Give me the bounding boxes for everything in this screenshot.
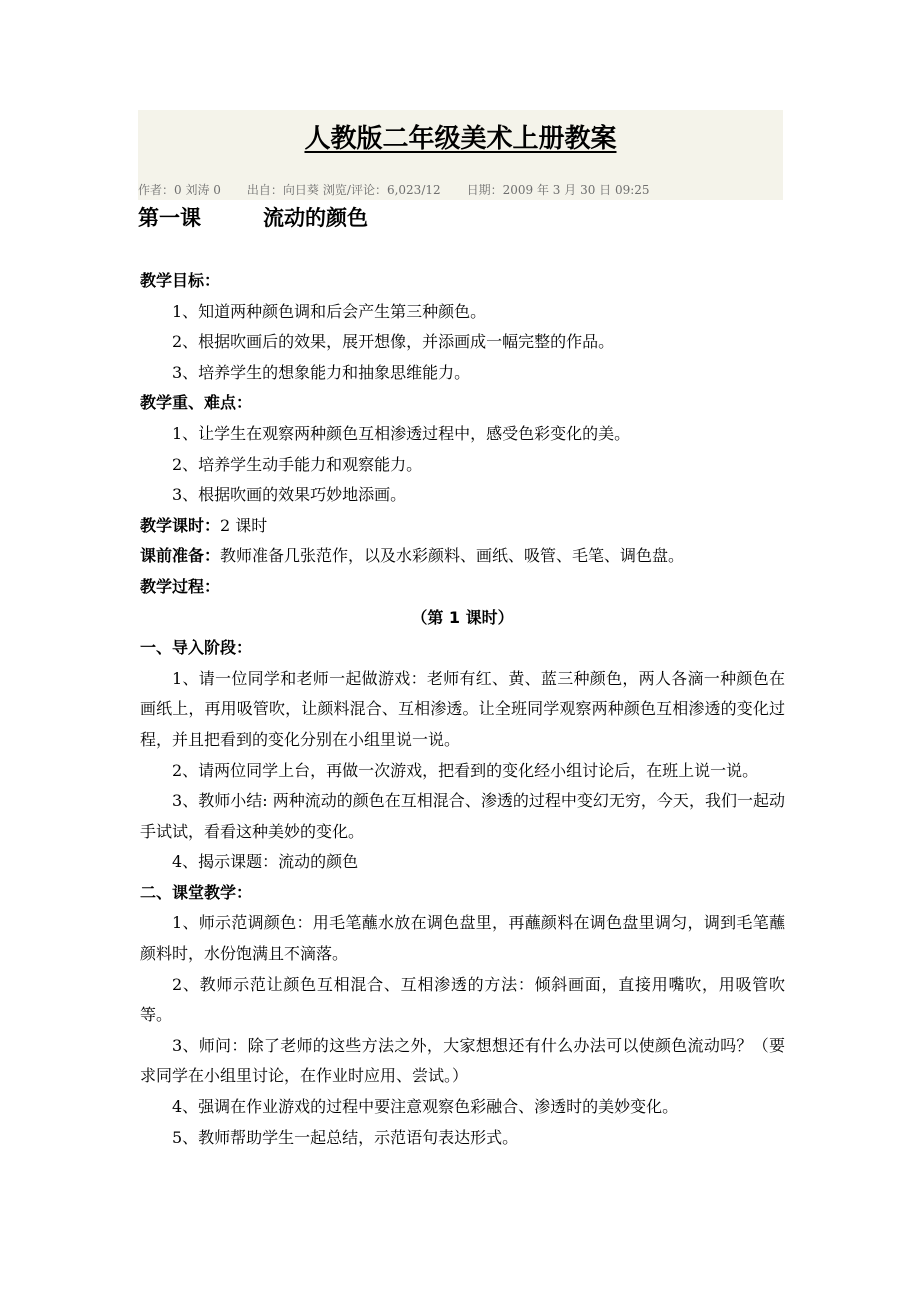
document-title: 人教版二年级美术上册教案 <box>304 124 617 154</box>
stage2-item: 3、师问：除了老师的这些方法之外，大家想想还有什么办法可以使颜色流动吗？（要求同学在小组里讨论，在作业时应用、尝试。） <box>140 1035 785 1086</box>
lesson-title <box>138 202 368 234</box>
goal-item: 1、知道两种颜色调和后会产生第三种颜色。 <box>172 301 487 321</box>
stage1-item: 1、请一位同学和老师一起做游戏：老师有红、黄、蓝三种颜色，两人各滴一种颜色在画纸上，再用吸管吹，让颜料混合、互相渗透。让全班同学观察两种颜色互相渗透的变化过程，并且把看到的变化分别在小组里说一说。 <box>140 668 785 749</box>
stage1-heading: 一、导入阶段： <box>140 638 253 658</box>
meta-date: 日期：2009 年 3 月 30 日 09:25 <box>466 183 650 197</box>
goal-item: 2、根据吹画后的效果，展开想像，并添画成一幅完整的作品。 <box>172 332 615 352</box>
article-meta <box>138 182 650 198</box>
article-header <box>138 110 783 200</box>
meta-source: 出自：向日葵 <box>246 183 319 197</box>
preparation <box>140 541 785 572</box>
goals-heading: 教学目标： <box>140 271 221 290</box>
class-hours-value: 2 课时 <box>220 515 268 535</box>
stage2-item: 4、强调在作业游戏的过程中要注意观察色彩融合、渗透时的美妙变化。 <box>172 1097 679 1117</box>
stage2-item: 1、师示范调颜色：用毛笔蘸水放在调色盘里，再蘸颜料在调色盘里调匀，调到毛笔蘸颜料时，水份饱满且不滴落。 <box>140 913 785 964</box>
key-point-item: 1、让学生在观察两种颜色互相渗透过程中，感受色彩变化的美。 <box>172 423 631 443</box>
key-point-item: 3、根据吹画的效果巧妙地添画。 <box>172 485 407 505</box>
stage2-item: 5、教师帮助学生一起总结，示范语句表达形式。 <box>172 1127 519 1147</box>
period-heading: （第 1 课时） <box>411 607 514 627</box>
key-points-heading: 教学重、难点： <box>140 393 253 413</box>
stage2-heading: 二、课堂教学： <box>140 882 253 902</box>
preparation-label: 课前准备： <box>140 546 221 566</box>
stage2-item: 2、教师示范让颜色互相混合、互相渗透的方法：倾斜画面，直接用嘴吹，用吸管吹等。 <box>140 974 785 1025</box>
lesson-content <box>140 266 785 1153</box>
stage1-item: 4、揭示课题：流动的颜色 <box>172 852 359 872</box>
class-hours-label: 教学课时： <box>140 515 221 535</box>
class-hours <box>140 511 785 542</box>
stage1-item: 2、请两位同学上台，再做一次游戏，把看到的变化经小组讨论后，在班上说一说。 <box>172 760 759 780</box>
lesson-name: 流动的颜色 <box>263 206 368 230</box>
preparation-value: 教师准备几张范作，以及水彩颜料、画纸、吸管、毛笔、调色盘。 <box>220 546 685 566</box>
key-point-item: 2、培养学生动手能力和观察能力。 <box>172 454 423 474</box>
lesson-number: 第一课 <box>138 206 201 230</box>
meta-views: 浏览/评论：6,023/12 <box>322 183 441 197</box>
goal-item: 3、培养学生的想象能力和抽象思维能力。 <box>172 362 471 382</box>
meta-author: 作者：0 刘涛 0 <box>138 183 221 197</box>
process-heading: 教学过程： <box>140 576 221 596</box>
stage1-item: 3、教师小结: 两种流动的颜色在互相混合、渗透的过程中变幻无穷，今天，我们一起动手试试，看看这种美妙的变化。 <box>140 791 785 841</box>
